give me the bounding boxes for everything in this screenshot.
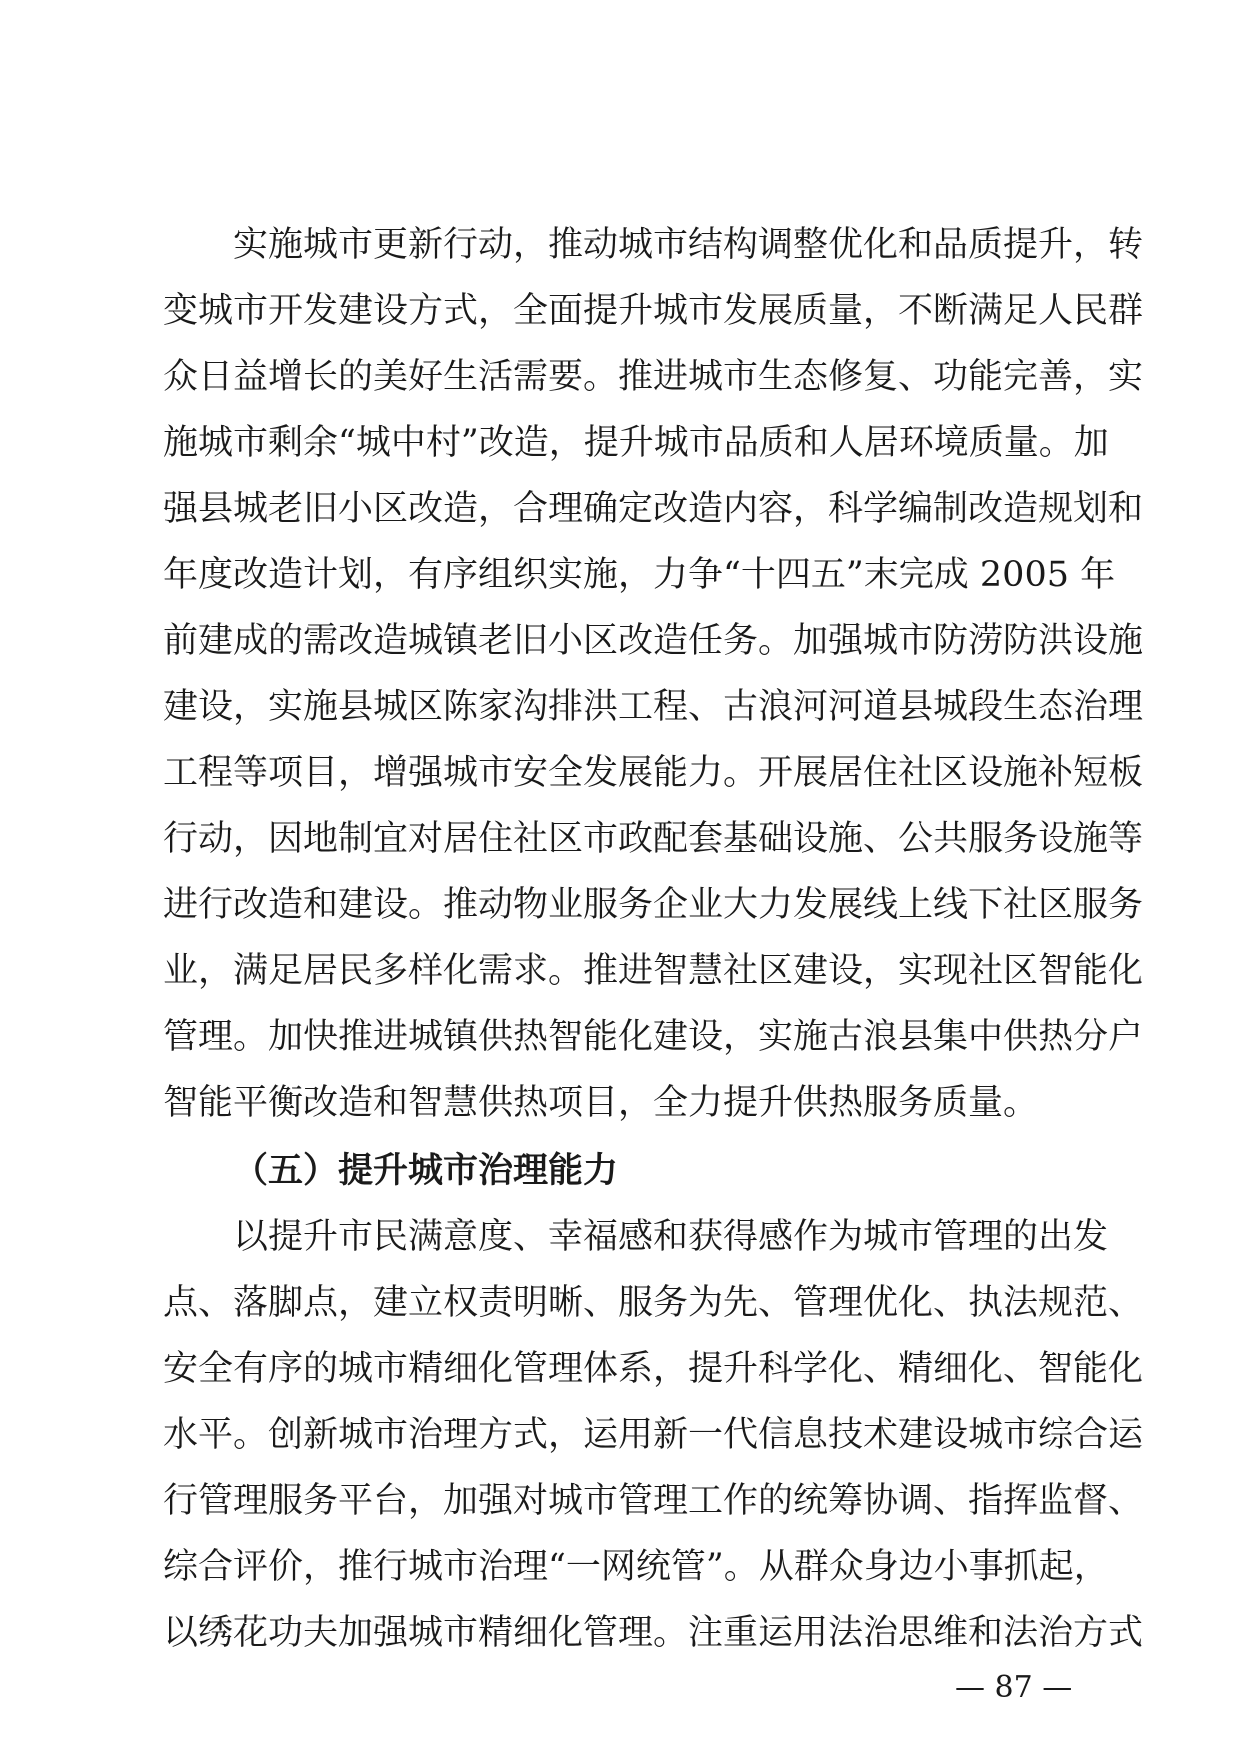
paragraph-1-line-6: 年度改造计划，有序组织实施，力争“十四五”末完成 2005 年 bbox=[163, 555, 1116, 595]
page-number: — 87 — bbox=[955, 1670, 1073, 1705]
paragraph-2-line-1: 以提升市民满意度、幸福感和获得感作为城市管理的出发 bbox=[233, 1217, 1109, 1257]
paragraph-1-line-11: 进行改造和建设。推动物业服务企业大力发展线上线下社区服务 bbox=[163, 885, 1144, 925]
paragraph-1-line-3: 众日益增长的美好生活需要。推进城市生态修复、功能完善，实 bbox=[163, 357, 1144, 397]
paragraph-1-line-14: 智能平衡改造和智慧供热项目，全力提升供热服务质量。 bbox=[163, 1083, 1039, 1123]
paragraph-1-line-10: 行动，因地制宜对居住社区市政配套基础设施、公共服务设施等 bbox=[163, 819, 1144, 859]
paragraph-1-line-5: 强县城老旧小区改造，合理确定改造内容，科学编制改造规划和 bbox=[163, 489, 1144, 529]
paragraph-2-line-5: 行管理服务平台，加强对城市管理工作的统筹协调、指挥监督、 bbox=[163, 1481, 1144, 1521]
paragraph-2-line-4: 水平。创新城市治理方式，运用新一代信息技术建设城市综合运 bbox=[163, 1415, 1144, 1455]
paragraph-1-line-8: 建设，实施县城区陈家沟排洪工程、古浪河河道县城段生态治理 bbox=[163, 687, 1144, 727]
paragraph-1-line-7: 前建成的需改造城镇老旧小区改造任务。加强城市防涝防洪设施 bbox=[163, 621, 1144, 661]
paragraph-2-line-6: 综合评价，推行城市治理“一网统管”。从群众身边小事抓起， bbox=[163, 1547, 1109, 1587]
paragraph-1-line-2: 变城市开发建设方式，全面提升城市发展质量，不断满足人民群 bbox=[163, 291, 1144, 331]
paragraph-1-line-4: 施城市剩余“城中村”改造，提升城市品质和人居环境质量。加 bbox=[163, 423, 1109, 463]
section-heading: （五）提升城市治理能力 bbox=[233, 1150, 619, 1191]
paragraph-2-line-2: 点、落脚点，建立权责明晰、服务为先、管理优化、执法规范、 bbox=[163, 1283, 1144, 1323]
paragraph-1-line-9: 工程等项目，增强城市安全发展能力。开展居住社区设施补短板 bbox=[163, 753, 1144, 793]
paragraph-2-line-3: 安全有序的城市精细化管理体系，提升科学化、精细化、智能化 bbox=[163, 1349, 1144, 1389]
paragraph-1-line-12: 业，满足居民多样化需求。推进智慧社区建设，实现社区智能化 bbox=[163, 951, 1144, 991]
paragraph-1-line-1: 实施城市更新行动，推动城市结构调整优化和品质提升，转 bbox=[233, 225, 1144, 265]
paragraph-2-line-7: 以绣花功夫加强城市精细化管理。注重运用法治思维和法治方式 bbox=[163, 1613, 1144, 1653]
paragraph-1-line-13: 管理。加快推进城镇供热智能化建设，实施古浪县集中供热分户 bbox=[163, 1017, 1144, 1057]
